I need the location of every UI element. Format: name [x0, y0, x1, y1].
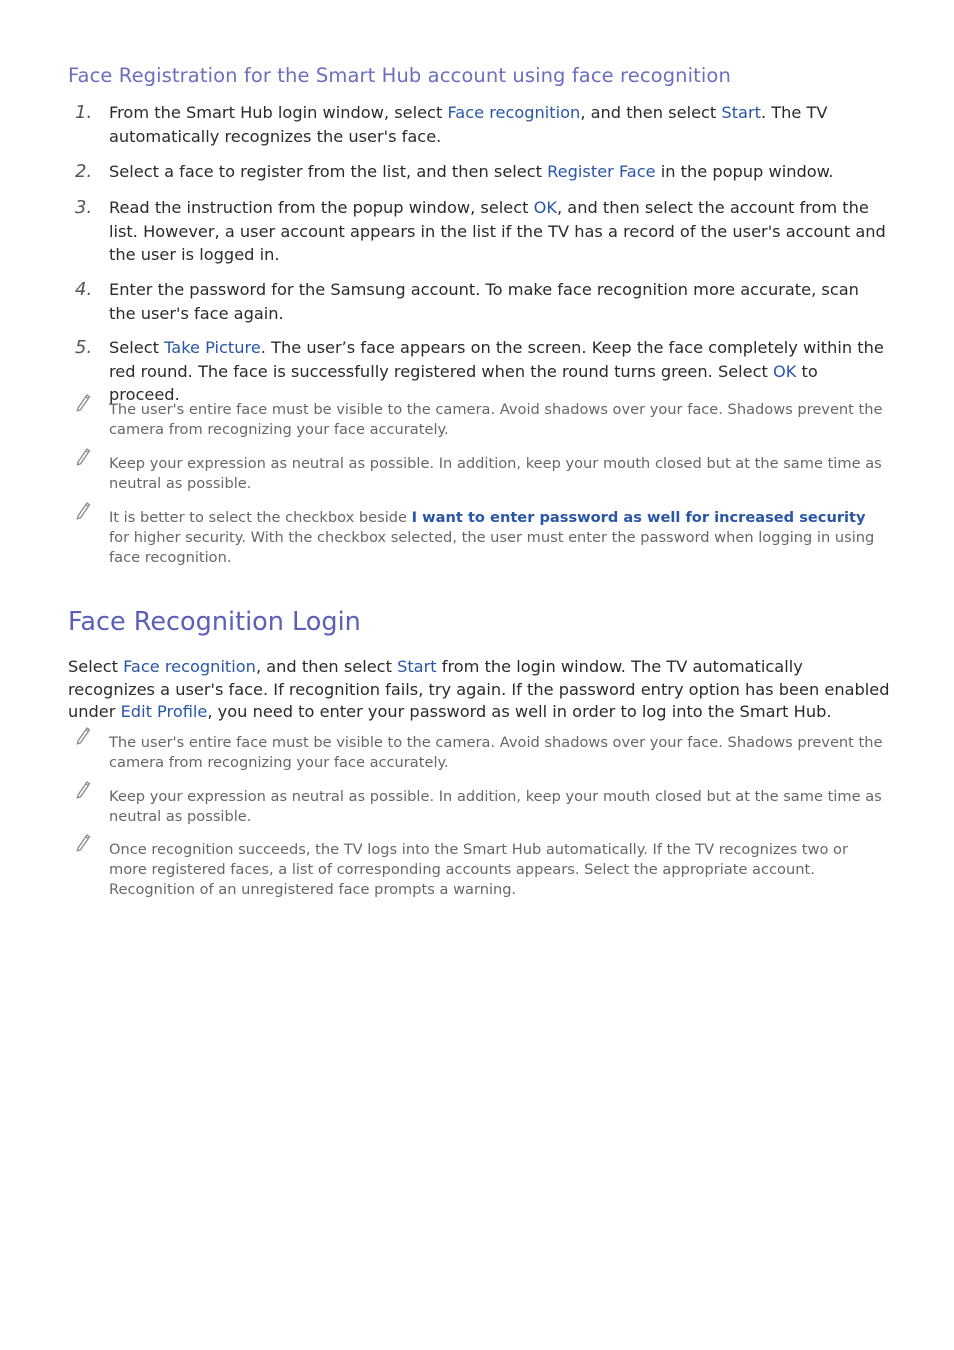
note — [68, 733, 886, 773]
pencil-icon — [74, 832, 92, 852]
step-text: Enter the password for the Samsung account. To make face recognition more accurate, scan the user's face again. — [109, 280, 859, 323]
menu-link-register-face[interactable]: Register Face — [547, 162, 656, 181]
step-number: 1. — [75, 102, 93, 123]
menu-link-ok[interactable]: OK — [773, 361, 797, 381]
menu-link-start[interactable]: Start — [397, 657, 437, 676]
menu-link-increased-security[interactable]: I want to enter password as well for increased security — [411, 509, 866, 526]
pencil-icon — [74, 725, 92, 745]
step-number: 3. — [75, 197, 93, 218]
pencil-icon — [74, 500, 92, 520]
step-1 — [68, 101, 886, 148]
note — [68, 787, 886, 827]
note-text: The user's entire face must be visible to the camera. Avoid shadows over your face. Shadows prevent the camera from recognizing your face accurately. — [109, 401, 883, 438]
note-text: The user's entire face must be visible to the camera. Avoid shadows over your face. Shadows prevent the camera from recognizing your face accurately. — [109, 734, 883, 771]
step-4 — [68, 278, 886, 325]
menu-link-ok[interactable]: OK — [533, 198, 558, 217]
pencil-icon — [74, 779, 92, 799]
note — [68, 454, 886, 494]
menu-link-edit-profile[interactable]: Edit Profile — [120, 702, 208, 721]
step-3 — [68, 196, 886, 267]
section-title: Face Recognition Login — [68, 607, 361, 637]
step-text: Read the instruction from the popup window, select OK, and then select the account from the list. However, a user account appears in the list if the TV has a record of the user's account and the user is logged in. — [109, 198, 886, 264]
step-5 — [68, 336, 886, 407]
menu-link-start[interactable]: Start — [721, 103, 761, 122]
section-heading: Face Registration for the Smart Hub account using face recognition — [68, 64, 731, 87]
step-number: 4. — [75, 279, 93, 300]
step-number: 2. — [75, 161, 93, 182]
step-2 — [68, 160, 886, 184]
step-text: Select a face to register from the list, and then select Register Face in the popup window. — [109, 162, 834, 181]
note-text: Once recognition succeeds, the TV logs into the Smart Hub automatically. If the TV recognizes two or more registered faces, a list of corresponding accounts appears. Select the appropriate account. Recognition of an unregistered face prompts a warning. — [109, 841, 848, 898]
note — [68, 508, 886, 568]
pencil-icon — [74, 446, 92, 466]
pencil-icon — [74, 392, 92, 412]
step-text: From the Smart Hub login window, select Face recognition, and then select Start. The TV automatically recognizes the user's face. — [109, 103, 828, 146]
note-text: Keep your expression as neutral as possible. In addition, keep your mouth closed but at the same time as neutral as possible. — [109, 788, 882, 825]
step-text: Select Take Picture. The user’s face appears on the screen. Keep the face completely within the red round. The face is successfully registered when the round turns green. Select OK to proceed. — [109, 338, 884, 404]
note — [68, 400, 886, 440]
step-number: 5. — [75, 337, 93, 358]
menu-link-face-recognition[interactable]: Face recognition — [123, 657, 256, 676]
menu-link-face-recognition[interactable]: Face recognition — [447, 103, 581, 122]
note-text: It is better to select the checkbox beside I want to enter password as well for increased security for higher security. With the checkbox selected, the user must enter the password when logging in using face recognition. — [109, 509, 875, 566]
menu-link-take-picture[interactable]: Take Picture — [164, 338, 261, 357]
intro-paragraph: Select Face recognition, and then select Start from the login window. The TV automatically recognizes a user's face. If recognition fails, try again. If the password entry option has been enabled under Edit Profile, you need to enter your password as well in order to log into the Smart Hub. — [68, 657, 890, 721]
note-text: Keep your expression as neutral as possible. In addition, keep your mouth closed but at the same time as neutral as possible. — [109, 455, 882, 492]
note — [68, 840, 886, 900]
